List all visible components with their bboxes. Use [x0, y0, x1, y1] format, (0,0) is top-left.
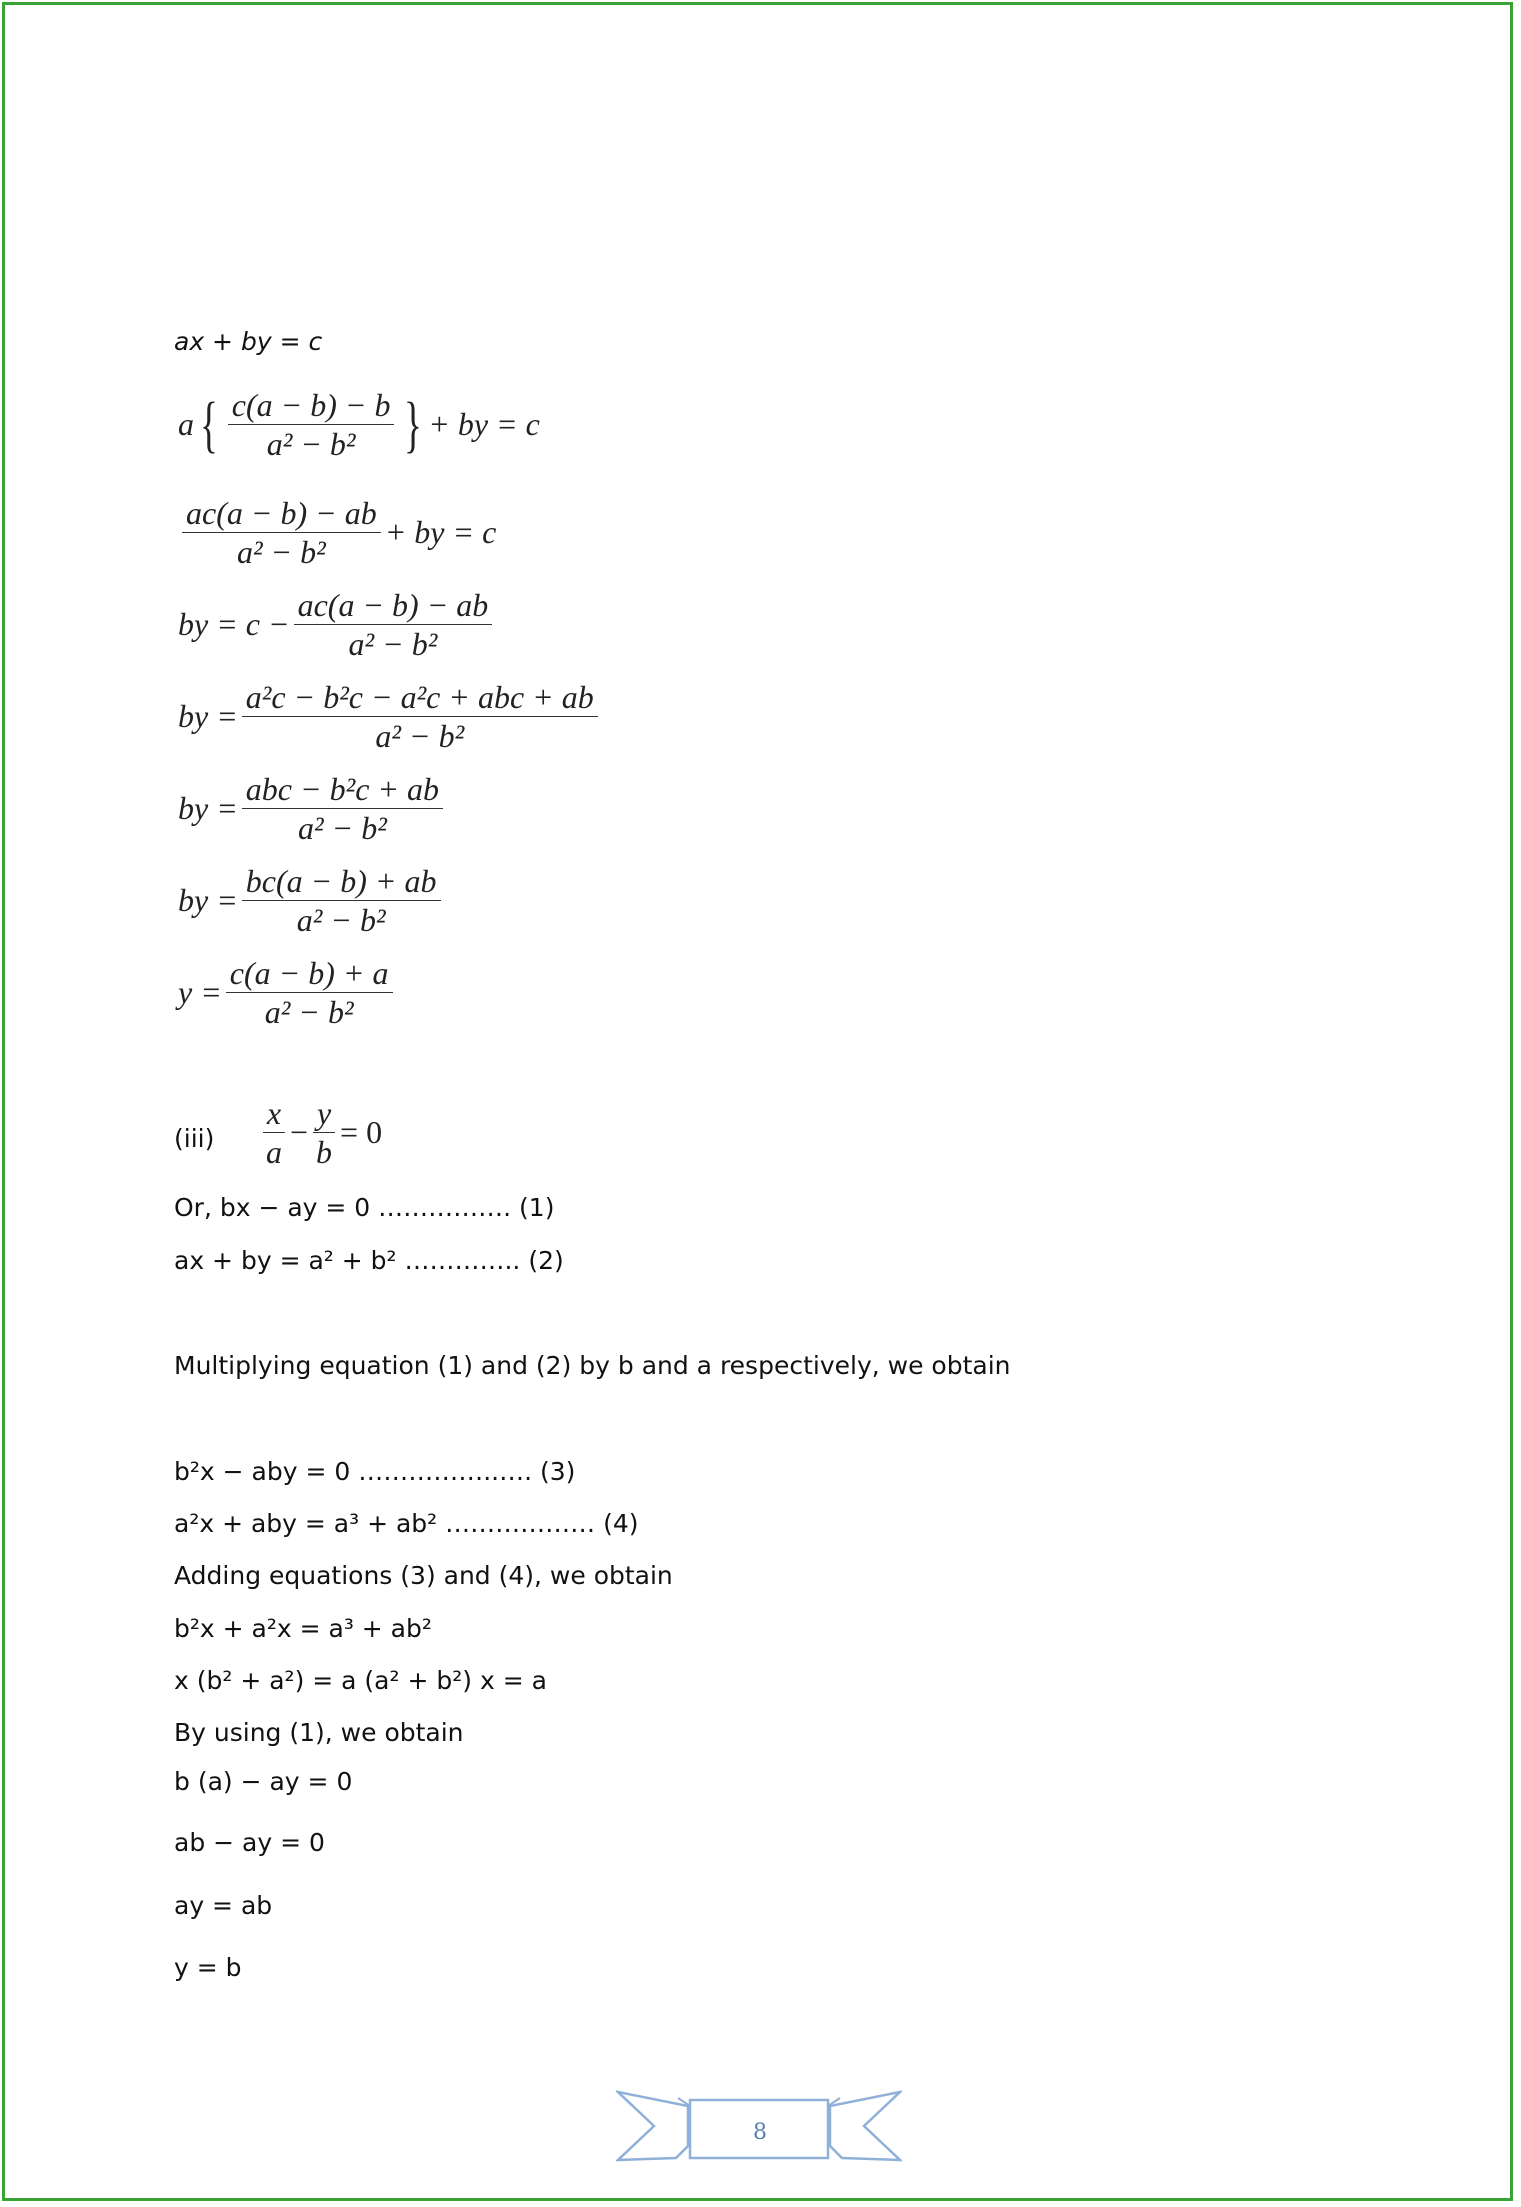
- equation-e: [178, 772, 447, 845]
- eq-d-fraction: [242, 680, 598, 753]
- equation-line-7: b (a) − ay = 0: [174, 1767, 353, 1796]
- equation-line-10: y = b: [174, 1953, 242, 1982]
- part-iii-frac2-numerator: y: [313, 1096, 335, 1133]
- equation-line-5: b²x + a²x = a³ + ab²: [174, 1614, 432, 1643]
- part-iii-minus: −: [290, 1114, 309, 1150]
- equation-or-line: Or, bx − ay = 0 ……………. (1): [174, 1193, 555, 1222]
- eq-f-lead: by =: [178, 882, 238, 918]
- eq-c-lead: by = c −: [178, 606, 290, 642]
- part-iii-fraction-2: [312, 1096, 336, 1169]
- eq-d-lead: by =: [178, 698, 238, 734]
- eq-g-fraction: [226, 956, 393, 1029]
- eq-g-denominator: a² − b²: [264, 994, 354, 1030]
- equation-g: [178, 956, 397, 1029]
- eq-a-tail: + by = c: [428, 406, 540, 442]
- eq-e-numerator: abc − b²c + ab: [242, 772, 443, 809]
- equation-d: [178, 680, 602, 753]
- using-instruction: By using (1), we obtain: [174, 1718, 464, 1747]
- part-iii-fraction-1: [262, 1096, 286, 1169]
- eq-a-numerator: c(a − b) − b: [228, 388, 395, 425]
- eq-f-fraction: [242, 864, 441, 937]
- part-iii-frac1-numerator: x: [263, 1096, 285, 1133]
- equation-line-1: ax + by = c: [174, 327, 323, 356]
- eq-f-denominator: a² − b²: [296, 902, 386, 938]
- equation-f: [178, 864, 445, 937]
- eq-e-lead: by =: [178, 790, 238, 826]
- eq-a-denominator: a² − b²: [266, 426, 356, 462]
- equation-a: [178, 388, 540, 461]
- right-brace: }: [404, 390, 423, 459]
- eq-f-numerator: bc(a − b) + ab: [242, 864, 441, 901]
- equation-line-6: x (b² + a²) = a (a² + b²) x = a: [174, 1666, 547, 1695]
- eq-b-fraction: [182, 496, 381, 569]
- eq-g-numerator: c(a − b) + a: [226, 956, 393, 993]
- eq-a-lead: a: [178, 406, 194, 442]
- part-iii-label: (iii): [174, 1124, 215, 1153]
- left-brace: {: [199, 390, 218, 459]
- eq-c-numerator: ac(a − b) − ab: [294, 588, 493, 625]
- page-number: 8: [753, 2120, 767, 2145]
- eq-c-denominator: a² − b²: [348, 626, 438, 662]
- eq-e-fraction: [242, 772, 443, 845]
- multiply-instruction: Multiplying equation (1) and (2) by b and a respectively, we obtain: [174, 1351, 1011, 1380]
- eq-b-tail: + by = c: [384, 514, 497, 550]
- eq-a-fraction: [228, 388, 395, 461]
- part-iii-frac1-denominator: a: [266, 1134, 282, 1170]
- part-iii-equation: [258, 1096, 382, 1169]
- equation-line-3: b²x − aby = 0 ……………..…. (3): [174, 1457, 576, 1486]
- equation-c: [178, 588, 496, 661]
- eq-b-denominator: a² − b²: [236, 534, 326, 570]
- eq-d-numerator: a²c − b²c − a²c + abc + ab: [242, 680, 598, 717]
- equation-b: [178, 496, 496, 569]
- eq-g-lead: y =: [178, 974, 222, 1010]
- equation-line-8: ab − ay = 0: [174, 1828, 325, 1857]
- eq-e-denominator: a² − b²: [298, 810, 387, 846]
- eq-b-numerator: ac(a − b) − ab: [182, 496, 381, 533]
- eq-d-denominator: a² − b²: [375, 718, 465, 754]
- equation-line-2: ax + by = a² + b² ………….. (2): [174, 1246, 564, 1275]
- part-iii-tail: = 0: [340, 1114, 383, 1150]
- eq-c-fraction: [294, 588, 493, 661]
- part-iii-frac2-denominator: b: [316, 1134, 333, 1170]
- adding-instruction: Adding equations (3) and (4), we obtain: [174, 1561, 673, 1590]
- equation-line-9: ay = ab: [174, 1891, 273, 1920]
- equation-line-4: a²x + aby = a³ + ab² ……………… (4): [174, 1509, 639, 1538]
